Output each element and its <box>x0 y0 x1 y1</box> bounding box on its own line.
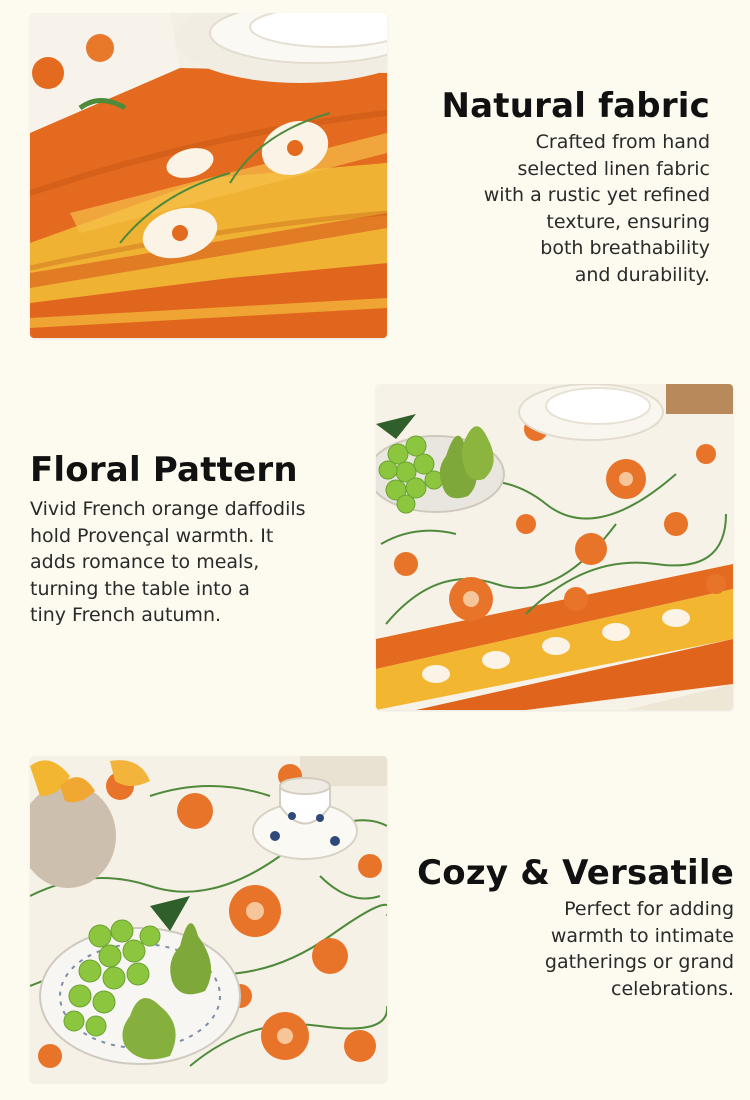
description-line: both breathability <box>540 237 710 259</box>
description-line: celebrations. <box>611 977 734 1000</box>
section-description <box>30 496 306 629</box>
section-title: Cozy & Versatile <box>417 853 734 893</box>
description-line: Perfect for adding <box>564 898 734 920</box>
section-title: Floral Pattern <box>30 450 298 490</box>
description-line: hold Provençal warmth. It <box>30 524 274 547</box>
description-line: with a rustic yet refined <box>483 184 710 206</box>
description-line: tiny French autumn. <box>30 604 222 626</box>
description-line: adds romance to meals, <box>30 551 260 573</box>
section-description <box>441 129 710 288</box>
floral-pattern-section <box>30 450 306 629</box>
description-line: and durability. <box>574 263 710 286</box>
description-line: turning the table into a <box>30 577 250 600</box>
section-description <box>417 896 734 1002</box>
description-line: selected linen fabric <box>517 157 710 180</box>
cozy-versatile-section <box>417 853 734 1002</box>
description-line: texture, ensuring <box>546 210 710 233</box>
description-line: Crafted from hand <box>535 131 710 153</box>
section-title: Natural fabric <box>441 86 710 126</box>
folded-tablecloth-photo <box>30 13 387 338</box>
table-with-fruit-photo <box>376 384 733 710</box>
tabletop-setting-photo <box>30 756 387 1082</box>
description-line: warmth to intimate <box>550 924 734 947</box>
description-line: gatherings or grand <box>544 951 734 973</box>
description-line: Vivid French orange daffodils <box>30 498 306 520</box>
natural-fabric-section <box>441 86 710 288</box>
